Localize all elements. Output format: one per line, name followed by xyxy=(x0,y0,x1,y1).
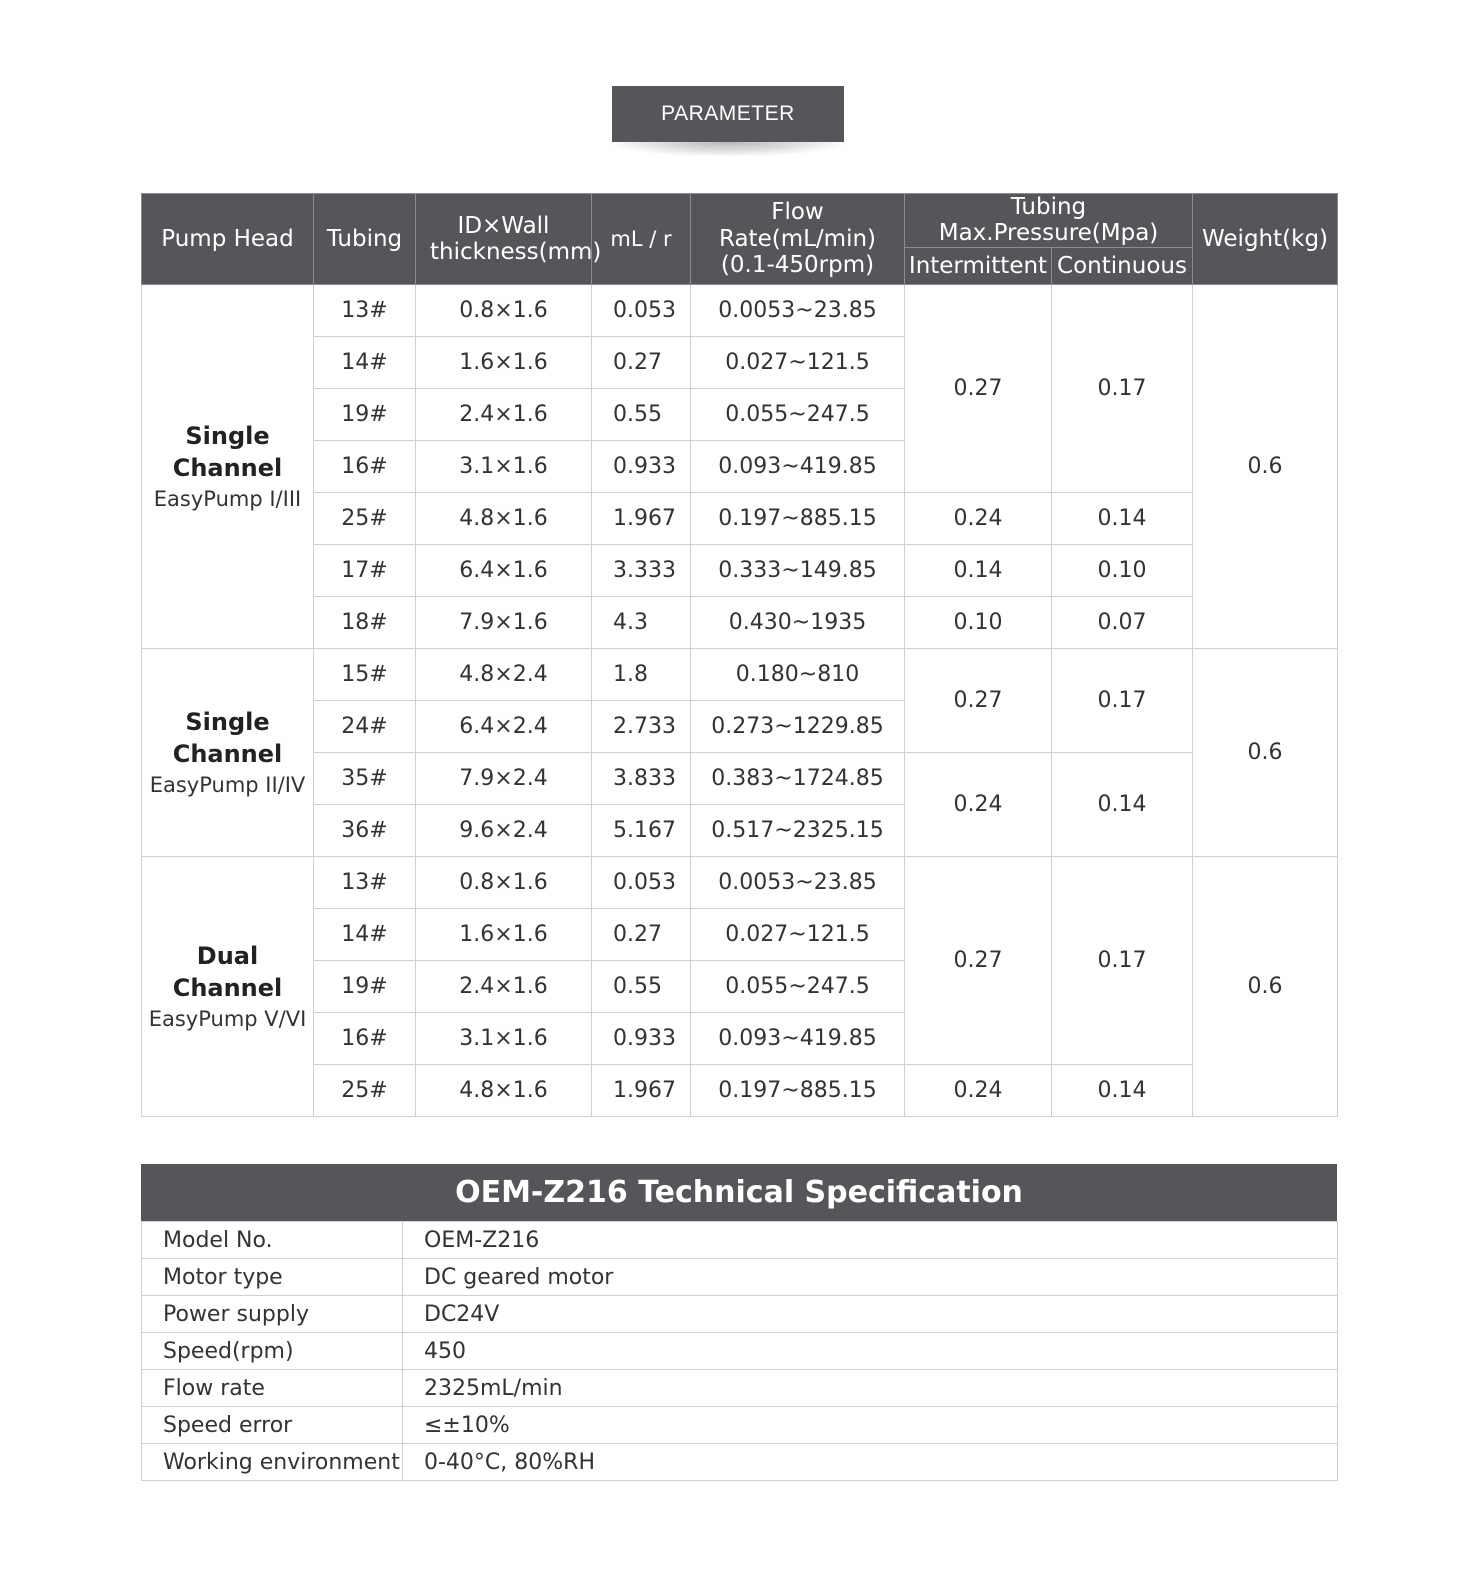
weight-cell: 0.6 xyxy=(1193,856,1338,1116)
spec-label-cell: Working environment xyxy=(142,1444,403,1481)
ml-r-cell: 0.55 xyxy=(592,388,691,440)
tubing-cell: 14# xyxy=(314,336,416,388)
id-wall-cell: 6.4×2.4 xyxy=(416,700,592,752)
table-row xyxy=(142,648,1338,700)
flow-rate-cell: 0.0053~23.85 xyxy=(691,284,905,336)
spec-value-cell: 2325mL/min xyxy=(403,1370,1338,1407)
id-wall-cell: 2.4×1.6 xyxy=(416,388,592,440)
intermittent-pressure-cell: 0.24 xyxy=(905,492,1052,544)
continuous-pressure-cell: 0.07 xyxy=(1052,596,1193,648)
pump-head-name: Dual Channel xyxy=(172,941,283,1003)
header-continuous: Continuous xyxy=(1052,247,1193,284)
id-wall-cell: 1.6×1.6 xyxy=(416,908,592,960)
tubing-cell: 15# xyxy=(314,648,416,700)
ml-r-cell: 3.833 xyxy=(592,752,691,804)
tubing-cell: 25# xyxy=(314,492,416,544)
pump-head-model: EasyPump II/IV xyxy=(149,772,306,797)
tubing-cell: 14# xyxy=(314,908,416,960)
header-weight: Weight(kg) xyxy=(1193,194,1338,285)
header-id-wall: ID×Wall thickness(mm) xyxy=(416,194,592,285)
flow-rate-cell: 0.027~121.5 xyxy=(691,908,905,960)
ml-r-cell: 0.27 xyxy=(592,908,691,960)
spec-row xyxy=(142,1259,1338,1296)
pump-head-cell xyxy=(142,648,314,856)
pump-head-cell xyxy=(142,284,314,648)
id-wall-cell: 7.9×1.6 xyxy=(416,596,592,648)
table-row xyxy=(142,596,1338,648)
intermittent-pressure-cell: 0.14 xyxy=(905,544,1052,596)
intermittent-pressure-cell: 0.10 xyxy=(905,596,1052,648)
table-row xyxy=(142,1064,1338,1116)
spec-row xyxy=(142,1444,1338,1481)
pump-head-cell xyxy=(142,856,314,1116)
id-wall-cell: 3.1×1.6 xyxy=(416,1012,592,1064)
continuous-pressure-cell: 0.10 xyxy=(1052,544,1193,596)
spec-value-cell: 0-40°C, 80%RH xyxy=(403,1444,1338,1481)
flow-rate-cell: 0.055~247.5 xyxy=(691,960,905,1012)
tubing-cell: 24# xyxy=(314,700,416,752)
tubing-cell: 35# xyxy=(314,752,416,804)
continuous-pressure-cell: 0.14 xyxy=(1052,492,1193,544)
intermittent-pressure-cell: 0.24 xyxy=(905,752,1052,856)
tubing-cell: 19# xyxy=(314,388,416,440)
spec-value-cell: OEM-Z216 xyxy=(403,1222,1338,1259)
spec-row xyxy=(142,1222,1338,1259)
flow-rate-cell: 0.333~149.85 xyxy=(691,544,905,596)
spec-title-text: OEM-Z216 Technical Specification xyxy=(455,1175,1023,1210)
spec-value-cell: ≤±10% xyxy=(403,1407,1338,1444)
id-wall-cell: 4.8×1.6 xyxy=(416,1064,592,1116)
table-row xyxy=(142,284,1338,336)
ml-r-cell: 0.27 xyxy=(592,336,691,388)
table-row xyxy=(142,492,1338,544)
pump-head-name: Single Channel xyxy=(172,707,283,769)
spec-row xyxy=(142,1296,1338,1333)
table-row xyxy=(142,752,1338,804)
id-wall-cell: 2.4×1.6 xyxy=(416,960,592,1012)
tubing-cell: 36# xyxy=(314,804,416,856)
spec-value-cell: DC geared motor xyxy=(403,1259,1338,1296)
tubing-cell: 18# xyxy=(314,596,416,648)
spec-row xyxy=(142,1370,1338,1407)
header-intermittent: Intermittent xyxy=(905,247,1052,284)
flow-rate-cell: 0.383~1724.85 xyxy=(691,752,905,804)
ml-r-cell: 3.333 xyxy=(592,544,691,596)
continuous-pressure-cell: 0.14 xyxy=(1052,752,1193,856)
header-flow-rate: Flow Rate(mL/min) (0.1-450rpm) xyxy=(691,194,905,285)
parameter-badge xyxy=(612,86,844,142)
flow-rate-cell: 0.430~1935 xyxy=(691,596,905,648)
spec-row xyxy=(142,1333,1338,1370)
continuous-pressure-cell: 0.17 xyxy=(1052,284,1193,492)
pump-head-name: Single Channel xyxy=(172,421,283,483)
continuous-pressure-cell: 0.14 xyxy=(1052,1064,1193,1116)
ml-r-cell: 0.053 xyxy=(592,284,691,336)
intermittent-pressure-cell: 0.27 xyxy=(905,856,1052,1064)
tubing-cell: 16# xyxy=(314,440,416,492)
id-wall-cell: 9.6×2.4 xyxy=(416,804,592,856)
parameter-label: PARAMETER xyxy=(661,102,795,125)
ml-r-cell: 5.167 xyxy=(592,804,691,856)
continuous-pressure-cell: 0.17 xyxy=(1052,856,1193,1064)
spec-title xyxy=(141,1164,1337,1221)
flow-rate-cell: 0.093~419.85 xyxy=(691,440,905,492)
header-ml-r: mL / r xyxy=(592,194,691,285)
continuous-pressure-cell: 0.17 xyxy=(1052,648,1193,752)
intermittent-pressure-cell: 0.27 xyxy=(905,648,1052,752)
id-wall-cell: 6.4×1.6 xyxy=(416,544,592,596)
spec-label-cell: Flow rate xyxy=(142,1370,403,1407)
pump-head-model: EasyPump V/VI xyxy=(148,1006,307,1031)
id-wall-cell: 7.9×2.4 xyxy=(416,752,592,804)
ml-r-cell: 1.967 xyxy=(592,492,691,544)
pump-head-model: EasyPump I/III xyxy=(153,486,302,511)
spec-label-cell: Speed(rpm) xyxy=(142,1333,403,1370)
flow-rate-cell: 0.093~419.85 xyxy=(691,1012,905,1064)
table-row xyxy=(142,544,1338,596)
header-max-pressure: Tubing Max.Pressure(Mpa) xyxy=(905,194,1193,248)
spec-label-cell: Model No. xyxy=(142,1222,403,1259)
flow-rate-cell: 0.027~121.5 xyxy=(691,336,905,388)
header-tubing: Tubing xyxy=(314,194,416,285)
spec-value-cell: DC24V xyxy=(403,1296,1338,1333)
flow-rate-cell: 0.273~1229.85 xyxy=(691,700,905,752)
tubing-cell: 25# xyxy=(314,1064,416,1116)
id-wall-cell: 4.8×1.6 xyxy=(416,492,592,544)
spec-row xyxy=(142,1407,1338,1444)
spec-value-cell: 450 xyxy=(403,1333,1338,1370)
weight-cell: 0.6 xyxy=(1193,284,1338,648)
tubing-cell: 13# xyxy=(314,284,416,336)
flow-rate-cell: 0.0053~23.85 xyxy=(691,856,905,908)
id-wall-cell: 3.1×1.6 xyxy=(416,440,592,492)
ml-r-cell: 0.933 xyxy=(592,1012,691,1064)
header-pump-head: Pump Head xyxy=(142,194,314,285)
tubing-cell: 17# xyxy=(314,544,416,596)
id-wall-cell: 4.8×2.4 xyxy=(416,648,592,700)
weight-cell: 0.6 xyxy=(1193,648,1338,856)
intermittent-pressure-cell: 0.27 xyxy=(905,284,1052,492)
id-wall-cell: 1.6×1.6 xyxy=(416,336,592,388)
spec-label-cell: Power supply xyxy=(142,1296,403,1333)
id-wall-cell: 0.8×1.6 xyxy=(416,856,592,908)
spec-label-cell: Speed error xyxy=(142,1407,403,1444)
spec-label-cell: Motor type xyxy=(142,1259,403,1296)
ml-r-cell: 1.967 xyxy=(592,1064,691,1116)
ml-r-cell: 2.733 xyxy=(592,700,691,752)
ml-r-cell: 0.053 xyxy=(592,856,691,908)
intermittent-pressure-cell: 0.24 xyxy=(905,1064,1052,1116)
ml-r-cell: 0.55 xyxy=(592,960,691,1012)
flow-rate-cell: 0.517~2325.15 xyxy=(691,804,905,856)
parameter-table xyxy=(141,193,1338,1117)
ml-r-cell: 0.933 xyxy=(592,440,691,492)
parameter-badge-shadow xyxy=(612,142,844,156)
flow-rate-cell: 0.180~810 xyxy=(691,648,905,700)
tubing-cell: 19# xyxy=(314,960,416,1012)
flow-rate-cell: 0.055~247.5 xyxy=(691,388,905,440)
flow-rate-cell: 0.197~885.15 xyxy=(691,1064,905,1116)
id-wall-cell: 0.8×1.6 xyxy=(416,284,592,336)
ml-r-cell: 1.8 xyxy=(592,648,691,700)
table-row xyxy=(142,856,1338,908)
ml-r-cell: 4.3 xyxy=(592,596,691,648)
tubing-cell: 13# xyxy=(314,856,416,908)
spec-table xyxy=(141,1221,1338,1481)
flow-rate-cell: 0.197~885.15 xyxy=(691,492,905,544)
tubing-cell: 16# xyxy=(314,1012,416,1064)
